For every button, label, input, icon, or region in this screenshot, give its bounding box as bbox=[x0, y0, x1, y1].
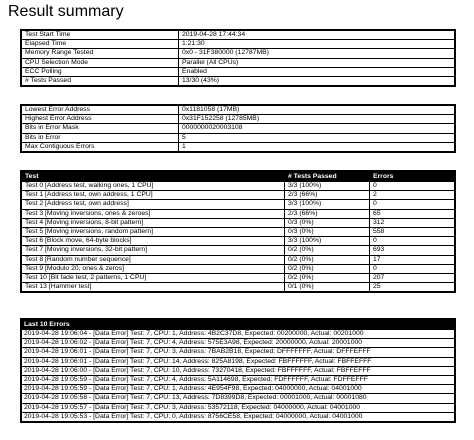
table-row bbox=[22, 49, 455, 58]
test-name: Test 8 [Random number sequence] bbox=[22, 255, 285, 264]
table-row bbox=[22, 67, 455, 76]
table-row bbox=[22, 142, 455, 151]
table-row bbox=[22, 76, 455, 85]
table-row bbox=[22, 209, 455, 218]
test-name: Test 4 [Moving inversions, 8-bit pattern] bbox=[22, 218, 285, 227]
table-row bbox=[22, 115, 455, 124]
row-value: Enabled bbox=[179, 67, 455, 76]
table-row bbox=[22, 182, 455, 191]
tests-passed: 3/3 (100%) bbox=[285, 200, 370, 209]
last-errors-table bbox=[20, 318, 456, 423]
table-row bbox=[22, 255, 455, 264]
tests-passed: 0/3 (0%) bbox=[285, 227, 370, 236]
table-row bbox=[22, 58, 455, 67]
row-value: 1 bbox=[179, 142, 455, 151]
page-title: Result summary bbox=[8, 3, 124, 20]
error-count: 0 bbox=[370, 237, 455, 246]
test-name: Test 0 [Address test, walking ones, 1 CPU] bbox=[22, 182, 285, 191]
row-label: Elapsed Time bbox=[22, 40, 179, 49]
table-row bbox=[22, 330, 455, 339]
tests-passed: 2/3 (66%) bbox=[285, 209, 370, 218]
column-header-test: Test bbox=[22, 172, 285, 182]
table-row bbox=[22, 106, 455, 115]
table-row bbox=[22, 348, 455, 357]
error-count: 207 bbox=[370, 273, 455, 282]
table-row bbox=[22, 375, 455, 384]
error-count: 17 bbox=[370, 255, 455, 264]
table-header-row bbox=[22, 320, 455, 330]
table-header-row bbox=[22, 172, 455, 182]
error-entry: 2019-04-28 19:05:59 - [Data Error] Test: 7, CPU: 1, Address: 4E954F98, Expected: 04000000, Actual: 04001000 bbox=[22, 385, 455, 394]
summary-table bbox=[20, 29, 456, 87]
row-value: 2019-04-28 17:44:34 bbox=[179, 31, 455, 40]
table-row bbox=[22, 264, 455, 273]
row-label: Bits in Error Mask bbox=[22, 124, 179, 133]
row-label: Bits in Error bbox=[22, 133, 179, 142]
table-row bbox=[22, 246, 455, 255]
error-count: 0 bbox=[370, 200, 455, 209]
row-label: # Tests Passed bbox=[22, 76, 179, 85]
error-count: 693 bbox=[370, 246, 455, 255]
error-entry: 2019-04-28 19:06:01 - [Data Error] Test: 7, CPU: 14, Address: 825A8198, Expected: FBFFFFFF, Actual: FBFFEFFF bbox=[22, 357, 455, 366]
row-value: 0000000020003108 bbox=[179, 124, 455, 133]
test-name: Test 10 [Bit fade test, 2 patterns, 1 CPU] bbox=[22, 273, 285, 282]
error-entry: 2019-04-28 19:06:04 - [Data Error] Test: 7, CPU: 1, Address: 4B2C37D8, Expected: 00200000, Actual: 00201000 bbox=[22, 330, 455, 339]
tests-passed: 0/3 (0%) bbox=[285, 218, 370, 227]
test-name: Test 6 [Block move, 64-byte blocks] bbox=[22, 237, 285, 246]
tests-passed: 0/2 (0%) bbox=[285, 246, 370, 255]
test-name: Test 2 [Address test, own address] bbox=[22, 200, 285, 209]
table-row bbox=[22, 339, 455, 348]
table-row bbox=[22, 124, 455, 133]
table-row bbox=[22, 191, 455, 200]
row-value: 0x1181058 (17MB) bbox=[179, 106, 455, 115]
table-row bbox=[22, 412, 455, 421]
column-header-errors: Errors bbox=[370, 172, 455, 182]
test-name: Test 13 [Hammer test] bbox=[22, 283, 285, 292]
error-entry: 2019-04-28 19:06:02 - [Data Error] Test: 7, CPU: 4, Address: 575E3A98, Expected: 20000000, Actual: 20001000 bbox=[22, 339, 455, 348]
error-count: 2 bbox=[370, 191, 455, 200]
row-value: 0x0 - 31F380000 (12787MB) bbox=[179, 49, 455, 58]
tests-table bbox=[20, 170, 456, 293]
tests-passed: 0/1 (0%) bbox=[285, 283, 370, 292]
test-name: Test 7 [Moving inversions, 32-bit pattern] bbox=[22, 246, 285, 255]
error-entry: 2019-04-28 19:05:58 - [Data Error] Test: 7, CPU: 13, Address: 7D8399D8, Expected: 00001000, Actual: 00001080 bbox=[22, 394, 455, 403]
error-count: 25 bbox=[370, 283, 455, 292]
tests-passed: 2/3 (66%) bbox=[285, 191, 370, 200]
table-row bbox=[22, 283, 455, 292]
table-row bbox=[22, 385, 455, 394]
row-label: Lowest Error Address bbox=[22, 106, 179, 115]
row-value: 0x31F152258 (12785MB) bbox=[179, 115, 455, 124]
row-value: 13/30 (43%) bbox=[179, 76, 455, 85]
column-header-tests-passed: # Tests Passed bbox=[285, 172, 370, 182]
row-label: CPU Selection Mode bbox=[22, 58, 179, 67]
error-count: 0 bbox=[370, 182, 455, 191]
table-row bbox=[22, 218, 455, 227]
error-entry: 2019-04-28 19:05:53 - [Data Error] Test: 7, CPU: 0, Address: 8756CE58, Expected: 04000000, Actual: 04001000 bbox=[22, 412, 455, 421]
row-label: Memory Range Tested bbox=[22, 49, 179, 58]
error-entry: 2019-04-28 19:06:00 - [Data Error] Test: 7, CPU: 10, Address: 73270418, Expected: FBFFFFFF, Actual: FBFFEFFF bbox=[22, 366, 455, 375]
error-entry: 2019-04-28 19:05:59 - [Data Error] Test: 7, CPU: 4, Address: 5A114698, Expected: FDFFFFFF, Actual: FDFFEFFF bbox=[22, 375, 455, 384]
error-count: 558 bbox=[370, 227, 455, 236]
tests-passed: 3/3 (100%) bbox=[285, 182, 370, 191]
row-label: ECC Polling bbox=[22, 67, 179, 76]
table-row bbox=[22, 40, 455, 49]
table-row bbox=[22, 31, 455, 40]
tests-passed: 0/2 (0%) bbox=[285, 255, 370, 264]
table-row bbox=[22, 366, 455, 375]
tests-passed: 0/2 (0%) bbox=[285, 264, 370, 273]
row-label: Test Start Time bbox=[22, 31, 179, 40]
test-name: Test 3 [Moving inversions, ones & zeroes] bbox=[22, 209, 285, 218]
test-name: Test 1 [Address test, own address, 1 CPU] bbox=[22, 191, 285, 200]
row-label: Max Contiguous Errors bbox=[22, 142, 179, 151]
tests-passed: 3/3 (100%) bbox=[285, 237, 370, 246]
error-count: 65 bbox=[370, 209, 455, 218]
last-errors-header: Last 10 Errors bbox=[22, 320, 455, 330]
table-row bbox=[22, 133, 455, 142]
table-row bbox=[22, 227, 455, 236]
table-row bbox=[22, 200, 455, 209]
error-entry: 2019-04-28 19:05:57 - [Data Error] Test: 7, CPU: 3, Address: 53572118, Expected: 04000000, Actual: 04001000 bbox=[22, 403, 455, 412]
test-name: Test 9 [Modulo 20, ones & zeros] bbox=[22, 264, 285, 273]
error-count: 312 bbox=[370, 218, 455, 227]
row-value: 5 bbox=[179, 133, 455, 142]
row-value: 1:21:30 bbox=[179, 40, 455, 49]
test-name: Test 5 [Moving inversions, random pattern] bbox=[22, 227, 285, 236]
row-value: Parallel (All CPUs) bbox=[179, 58, 455, 67]
table-row bbox=[22, 237, 455, 246]
table-row bbox=[22, 403, 455, 412]
table-row bbox=[22, 273, 455, 282]
error-entry: 2019-04-28 19:06:01 - [Data Error] Test: 7, CPU: 3, Address: 7BAB2B18, Expected: DFFFFFFF, Actual: DFFFEFFF bbox=[22, 348, 455, 357]
error-info-table bbox=[20, 104, 456, 153]
table-row bbox=[22, 357, 455, 366]
row-label: Highest Error Address bbox=[22, 115, 179, 124]
table-row bbox=[22, 394, 455, 403]
tests-passed: 0/2 (0%) bbox=[285, 273, 370, 282]
error-count: 0 bbox=[370, 264, 455, 273]
